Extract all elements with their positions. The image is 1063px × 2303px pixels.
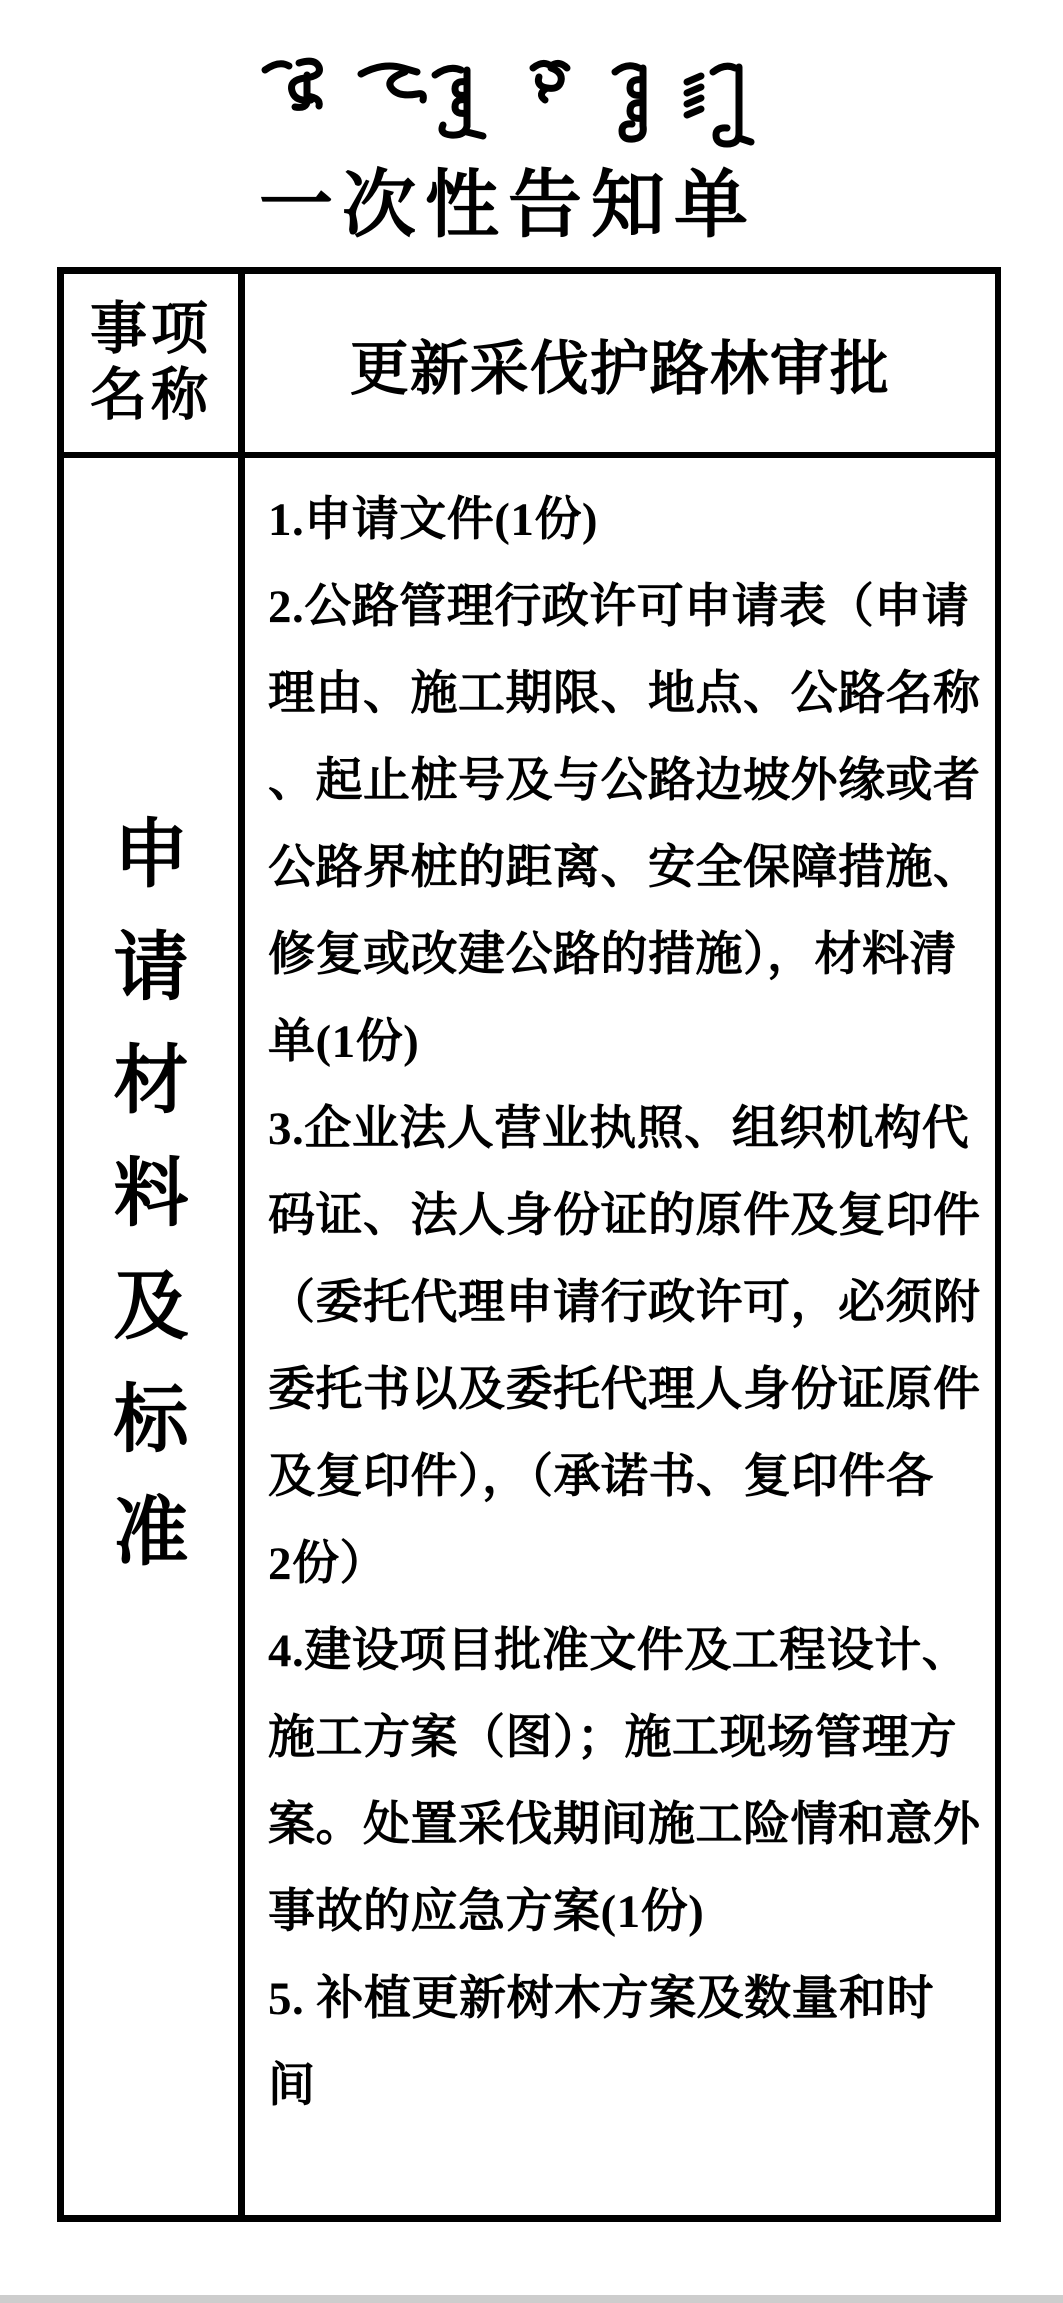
material-line: 、起止桩号及与公路边坡外缘或者 [268, 755, 981, 807]
material-line: 及复印件），（承诺书、复印件各 [268, 1451, 934, 1503]
materials-text-cell [245, 458, 995, 2215]
materials-label-char: 料 [113, 1153, 189, 1236]
material-line: 公路界桩的距离、安全保障措施、 [268, 842, 981, 894]
material-line: 2份） [268, 1538, 387, 1590]
materials-label-char: 准 [113, 1492, 189, 1575]
notice-table [57, 267, 1001, 2222]
material-line: 2.公路管理行政许可申请表（申请 [268, 581, 970, 633]
material-line: 3.企业法人营业执照、组织机构代 [268, 1103, 970, 1155]
material-line: 间 [268, 2060, 316, 2112]
materials-label-cell [64, 458, 245, 2215]
materials-label-char: 材 [113, 1040, 189, 1123]
material-line: 码证、法人身份证的原件及复印件 [268, 1190, 981, 1242]
mongolian-script-heading [255, 30, 755, 150]
materials-label-char: 及 [113, 1266, 189, 1349]
material-line: 修复或改建公路的措施），材料清 [268, 929, 957, 981]
material-line: 事故的应急方案(1份) [268, 1886, 705, 1938]
material-line: （委托代理申请行政许可，必须附 [268, 1277, 981, 1329]
page-title: 一次性告知单 [259, 165, 757, 247]
material-line: 案。处置采伐期间施工险情和意外 [268, 1799, 981, 1851]
material-line: 4.建设项目批准文件及工程设计、 [268, 1625, 970, 1677]
material-line: 理由、施工期限、地点、公路名称 [268, 668, 981, 720]
material-line: 委托书以及委托代理人身份证原件 [268, 1364, 981, 1416]
scan-edge-strip [0, 2295, 1063, 2303]
material-line: 5. 补植更新树木方案及数量和时 [268, 1973, 934, 2025]
mongolian-vertical-script-icon [255, 30, 755, 150]
item-name-value-cell: 更新采伐护路林审批 [245, 274, 995, 458]
materials-label-char: 标 [113, 1379, 189, 1462]
material-line: 1.申请文件(1份) [268, 494, 599, 546]
materials-label-char: 申 [113, 814, 189, 897]
item-name-label-cell: 事项名称 [64, 274, 245, 458]
material-line: 施工方案（图）；施工现场管理方 [268, 1712, 957, 1764]
materials-label-char: 请 [113, 927, 189, 1010]
material-line: 单(1份) [268, 1016, 420, 1068]
